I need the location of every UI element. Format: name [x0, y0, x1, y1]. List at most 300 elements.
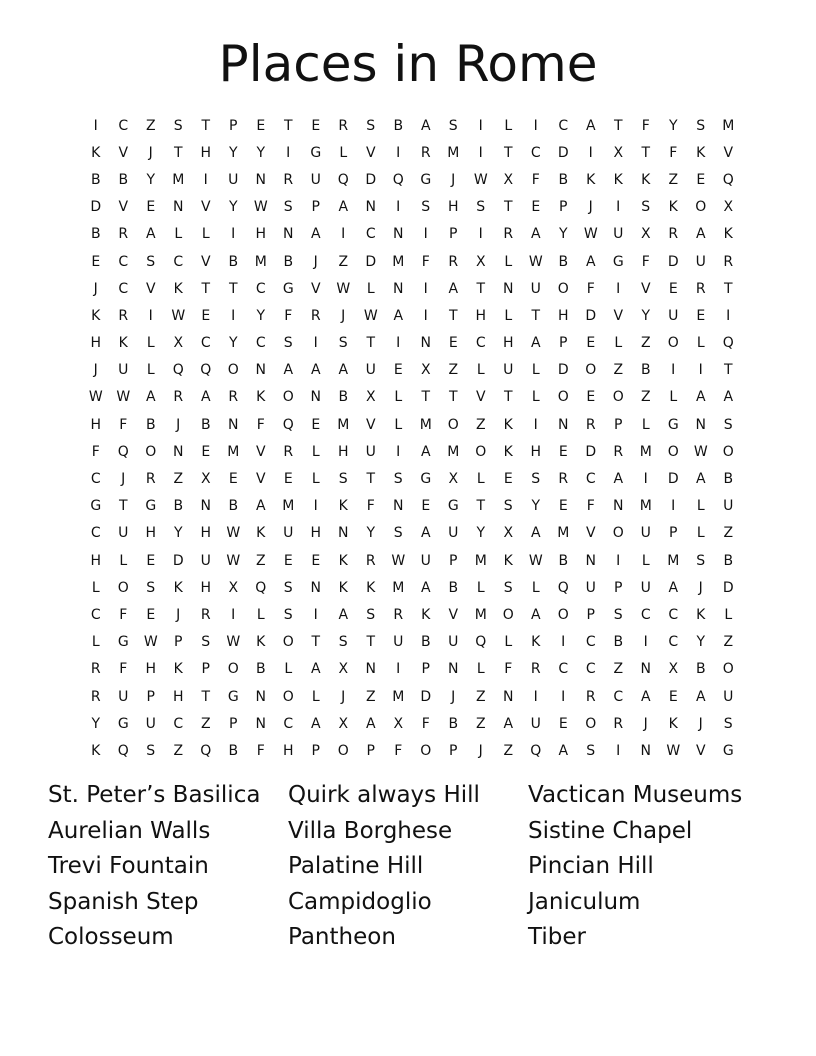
- grid-letter: K: [118, 335, 128, 352]
- grid-letter: U: [695, 253, 706, 270]
- grid-letter: R: [503, 226, 514, 243]
- grid-letter: D: [585, 307, 597, 324]
- grid-letter: G: [420, 471, 432, 488]
- grid-letter: O: [420, 742, 432, 759]
- grid-letter: W: [693, 443, 708, 460]
- grid-letter: B: [558, 552, 569, 569]
- grid-letter: T: [228, 280, 238, 297]
- grid-letter: P: [229, 117, 238, 134]
- grid-letter: Z: [255, 552, 266, 569]
- grid-letter: M: [474, 606, 487, 623]
- grid-letter: A: [255, 498, 266, 515]
- grid-letter: I: [423, 226, 428, 243]
- grid-letter: R: [420, 144, 431, 161]
- grid-letter: Z: [475, 715, 486, 732]
- grid-letter: V: [200, 253, 211, 270]
- grid-letter: T: [723, 362, 733, 379]
- grid-letter: N: [200, 498, 211, 515]
- grid-letter: U: [228, 171, 239, 188]
- grid-letter: A: [723, 389, 734, 406]
- grid-letter: O: [337, 742, 349, 759]
- grid-letter: I: [533, 416, 538, 433]
- grid-letter: K: [338, 579, 348, 596]
- grid-letter: U: [365, 362, 376, 379]
- grid-letter: L: [146, 335, 155, 352]
- grid-letter: J: [341, 307, 346, 324]
- grid-letter: B: [145, 416, 156, 433]
- grid-letter: Y: [641, 307, 651, 324]
- grid-letter: O: [557, 606, 569, 623]
- grid-letter: Q: [475, 634, 487, 651]
- grid-letter: M: [392, 688, 405, 705]
- grid-letter: N: [255, 688, 266, 705]
- grid-letter: C: [668, 606, 679, 623]
- word-list-item: Colosseum: [48, 924, 174, 950]
- grid-letter: W: [583, 226, 598, 243]
- grid-letter: C: [173, 715, 184, 732]
- grid-letter: I: [671, 362, 676, 379]
- grid-letter: V: [118, 144, 129, 161]
- grid-letter: A: [310, 362, 321, 379]
- grid-letter: E: [421, 498, 431, 515]
- grid-letter: T: [421, 389, 431, 406]
- grid-letter: Q: [530, 742, 542, 759]
- grid-letter: A: [668, 579, 679, 596]
- grid-letter: S: [173, 117, 183, 134]
- grid-letter: U: [118, 362, 129, 379]
- grid-letter: Y: [558, 226, 568, 243]
- grid-letter: M: [474, 552, 487, 569]
- grid-row: [82, 194, 742, 221]
- grid-letter: U: [448, 634, 459, 651]
- grid-letter: H: [447, 199, 459, 216]
- grid-letter: I: [616, 280, 621, 297]
- grid-letter: L: [119, 552, 128, 569]
- grid-letter: R: [283, 443, 294, 460]
- grid-letter: J: [643, 715, 648, 732]
- grid-letter: X: [200, 471, 211, 488]
- grid-letter: G: [117, 715, 129, 732]
- grid-letter: R: [365, 552, 376, 569]
- grid-letter: X: [503, 171, 514, 188]
- grid-letter: W: [226, 634, 241, 651]
- grid-letter: J: [451, 171, 456, 188]
- grid-letter: D: [667, 471, 679, 488]
- grid-letter: Z: [613, 362, 624, 379]
- grid-letter: T: [503, 389, 513, 406]
- grid-letter: F: [421, 253, 430, 270]
- grid-letter: I: [478, 117, 483, 134]
- grid-letter: Q: [117, 742, 129, 759]
- grid-letter: O: [282, 389, 294, 406]
- grid-letter: V: [255, 443, 266, 460]
- grid-letter: S: [338, 471, 348, 488]
- grid-letter: U: [283, 525, 294, 542]
- grid-letter: O: [557, 280, 569, 297]
- grid-letter: S: [146, 253, 156, 270]
- grid-letter: L: [476, 362, 485, 379]
- grid-letter: H: [172, 688, 184, 705]
- grid-letter: R: [393, 606, 404, 623]
- grid-letter: R: [338, 117, 349, 134]
- grid-row: [82, 710, 742, 737]
- grid-letter: I: [616, 552, 621, 569]
- grid-letter: E: [201, 443, 211, 460]
- grid-letter: F: [119, 661, 128, 678]
- grid-letter: A: [695, 389, 706, 406]
- grid-letter: G: [90, 498, 102, 515]
- grid-letter: C: [365, 226, 376, 243]
- grid-letter: F: [119, 606, 128, 623]
- grid-letter: I: [616, 199, 621, 216]
- grid-letter: L: [174, 226, 183, 243]
- grid-letter: Y: [228, 335, 238, 352]
- grid-letter: H: [310, 525, 322, 542]
- grid-letter: Q: [255, 579, 267, 596]
- grid-letter: U: [310, 171, 321, 188]
- grid-letter: F: [641, 253, 650, 270]
- grid-letter: P: [146, 688, 155, 705]
- grid-letter: K: [91, 307, 101, 324]
- grid-letter: M: [392, 253, 405, 270]
- grid-letter: G: [667, 416, 679, 433]
- grid-letter: Z: [668, 171, 679, 188]
- grid-letter: Q: [392, 171, 404, 188]
- grid-letter: O: [117, 579, 129, 596]
- grid-letter: N: [255, 715, 266, 732]
- grid-letter: W: [336, 280, 351, 297]
- grid-letter: A: [338, 362, 349, 379]
- grid-letter: B: [448, 715, 459, 732]
- grid-letter: Y: [256, 144, 266, 161]
- grid-letter: N: [420, 335, 431, 352]
- grid-letter: F: [421, 715, 430, 732]
- grid-letter: U: [420, 552, 431, 569]
- grid-letter: N: [310, 389, 321, 406]
- grid-letter: E: [228, 471, 238, 488]
- grid-letter: Z: [503, 742, 514, 759]
- grid-letter: I: [561, 688, 566, 705]
- grid-letter: C: [118, 253, 129, 270]
- grid-row: [82, 547, 742, 574]
- grid-letter: V: [200, 199, 211, 216]
- grid-letter: L: [476, 661, 485, 678]
- grid-letter: Z: [448, 362, 459, 379]
- word-list-item: Aurelian Walls: [48, 817, 211, 844]
- grid-letter: E: [146, 606, 156, 623]
- grid-letter: O: [722, 443, 734, 460]
- grid-letter: B: [695, 661, 706, 678]
- grid-letter: M: [282, 498, 295, 515]
- grid-letter: S: [146, 742, 156, 759]
- grid-letter: M: [447, 144, 460, 161]
- grid-letter: A: [200, 389, 211, 406]
- grid-row: [82, 330, 742, 357]
- grid-row: [82, 411, 742, 438]
- grid-letter: S: [421, 199, 431, 216]
- grid-letter: F: [119, 416, 128, 433]
- grid-letter: P: [421, 661, 430, 678]
- grid-letter: O: [502, 606, 514, 623]
- grid-letter: F: [284, 307, 293, 324]
- grid-letter: K: [338, 552, 348, 569]
- grid-letter: I: [203, 171, 208, 188]
- grid-letter: S: [366, 606, 376, 623]
- grid-letter: Z: [200, 715, 211, 732]
- grid-letter: U: [118, 688, 129, 705]
- grid-letter: N: [365, 661, 376, 678]
- grid-letter: P: [669, 525, 678, 542]
- grid-letter: L: [311, 471, 320, 488]
- grid-letter: A: [503, 715, 514, 732]
- grid-letter: W: [226, 525, 241, 542]
- grid-letter: S: [613, 606, 623, 623]
- grid-letter: H: [90, 416, 102, 433]
- grid-letter: O: [447, 416, 459, 433]
- grid-letter: F: [641, 117, 650, 134]
- grid-letter: J: [121, 471, 126, 488]
- grid-letter: X: [475, 253, 486, 270]
- grid-letter: H: [200, 525, 212, 542]
- grid-letter: J: [313, 253, 318, 270]
- grid-letter: T: [476, 498, 486, 515]
- grid-letter: G: [310, 144, 322, 161]
- grid-letter: D: [557, 362, 569, 379]
- word-list: [48, 778, 768, 956]
- grid-letter: B: [283, 253, 294, 270]
- grid-letter: T: [201, 688, 211, 705]
- grid-letter: I: [726, 307, 731, 324]
- grid-letter: S: [476, 199, 486, 216]
- grid-letter: Y: [173, 525, 183, 542]
- grid-letter: A: [695, 471, 706, 488]
- grid-letter: N: [173, 443, 184, 460]
- grid-letter: I: [561, 634, 566, 651]
- grid-letter: B: [640, 362, 651, 379]
- grid-letter: D: [722, 579, 734, 596]
- grid-letter: Y: [228, 199, 238, 216]
- grid-letter: T: [311, 634, 321, 651]
- grid-letter: N: [283, 226, 294, 243]
- grid-letter: O: [612, 525, 624, 542]
- grid-letter: W: [116, 389, 131, 406]
- grid-letter: C: [640, 606, 651, 623]
- grid-letter: K: [696, 606, 706, 623]
- grid-letter: R: [530, 661, 541, 678]
- grid-letter: O: [227, 661, 239, 678]
- grid-letter: J: [176, 416, 181, 433]
- grid-letter: L: [201, 226, 210, 243]
- grid-letter: U: [365, 443, 376, 460]
- grid-letter: Y: [366, 525, 376, 542]
- grid-letter: F: [531, 171, 540, 188]
- grid-letter: C: [255, 335, 266, 352]
- grid-letter: X: [640, 226, 651, 243]
- grid-letter: L: [311, 443, 320, 460]
- grid-letter: D: [585, 443, 597, 460]
- grid-letter: O: [557, 389, 569, 406]
- grid-letter: K: [531, 634, 541, 651]
- grid-letter: B: [173, 498, 184, 515]
- grid-letter: L: [91, 579, 100, 596]
- grid-letter: Q: [200, 362, 212, 379]
- grid-letter: K: [723, 226, 733, 243]
- grid-row: [82, 248, 742, 275]
- grid-row: [82, 221, 742, 248]
- grid-letter: E: [311, 416, 321, 433]
- grid-letter: R: [200, 606, 211, 623]
- grid-letter: E: [311, 117, 321, 134]
- grid-letter: M: [254, 253, 267, 270]
- grid-letter: L: [504, 253, 513, 270]
- grid-letter: R: [613, 715, 624, 732]
- grid-letter: U: [503, 362, 514, 379]
- grid-letter: I: [533, 688, 538, 705]
- grid-letter: W: [363, 307, 378, 324]
- grid-letter: S: [338, 335, 348, 352]
- grid-letter: N: [310, 579, 321, 596]
- grid-letter: A: [448, 280, 459, 297]
- grid-letter: N: [393, 280, 404, 297]
- grid-letter: N: [365, 199, 376, 216]
- grid-letter: V: [613, 307, 624, 324]
- grid-letter: A: [283, 362, 294, 379]
- grid-letter: G: [227, 688, 239, 705]
- grid-letter: I: [423, 280, 428, 297]
- grid-letter: R: [723, 253, 734, 270]
- grid-letter: Z: [475, 688, 486, 705]
- grid-letter: R: [90, 688, 101, 705]
- grid-letter: Y: [256, 307, 266, 324]
- grid-letter: C: [90, 471, 101, 488]
- grid-letter: B: [228, 742, 239, 759]
- grid-letter: T: [366, 634, 376, 651]
- grid-letter: L: [366, 280, 375, 297]
- grid-letter: O: [282, 688, 294, 705]
- grid-letter: X: [723, 199, 734, 216]
- grid-letter: H: [200, 144, 212, 161]
- grid-letter: X: [173, 335, 184, 352]
- grid-letter: O: [475, 443, 487, 460]
- grid-letter: R: [228, 389, 239, 406]
- grid-letter: E: [283, 471, 293, 488]
- grid-letter: K: [503, 443, 513, 460]
- grid-letter: J: [341, 688, 346, 705]
- grid-letter: G: [447, 498, 459, 515]
- grid-letter: J: [176, 606, 181, 623]
- grid-letter: K: [256, 525, 266, 542]
- grid-row: [82, 574, 742, 601]
- grid-letter: Y: [228, 144, 238, 161]
- grid-row: [82, 275, 742, 302]
- grid-letter: R: [118, 307, 129, 324]
- grid-letter: T: [448, 389, 458, 406]
- grid-letter: R: [585, 416, 596, 433]
- grid-letter: K: [91, 742, 101, 759]
- grid-letter: B: [448, 579, 459, 596]
- grid-letter: S: [531, 471, 541, 488]
- grid-letter: O: [585, 715, 597, 732]
- grid-letter: O: [722, 661, 734, 678]
- grid-letter: M: [447, 443, 460, 460]
- grid-row: [82, 139, 742, 166]
- grid-letter: A: [310, 715, 321, 732]
- grid-letter: U: [118, 525, 129, 542]
- grid-letter: K: [173, 661, 183, 678]
- grid-letter: N: [503, 280, 514, 297]
- grid-letter: Z: [338, 253, 349, 270]
- grid-letter: K: [173, 579, 183, 596]
- grid-letter: W: [143, 634, 158, 651]
- grid-letter: A: [420, 117, 431, 134]
- grid-letter: B: [255, 661, 266, 678]
- grid-letter: A: [585, 117, 596, 134]
- grid-row: [82, 465, 742, 492]
- grid-letter: J: [93, 362, 98, 379]
- grid-letter: G: [420, 171, 432, 188]
- grid-letter: R: [558, 471, 569, 488]
- grid-letter: Q: [282, 416, 294, 433]
- grid-letter: P: [311, 742, 320, 759]
- grid-letter: C: [585, 471, 596, 488]
- grid-letter: P: [449, 552, 458, 569]
- grid-letter: I: [286, 144, 291, 161]
- grid-letter: S: [283, 606, 293, 623]
- grid-letter: I: [396, 661, 401, 678]
- grid-letter: Q: [117, 443, 129, 460]
- grid-letter: C: [118, 280, 129, 297]
- grid-letter: N: [393, 226, 404, 243]
- grid-letter: C: [558, 117, 569, 134]
- grid-letter: V: [723, 144, 734, 161]
- grid-letter: T: [283, 117, 293, 134]
- grid-letter: L: [146, 362, 155, 379]
- grid-letter: I: [396, 199, 401, 216]
- grid-letter: T: [201, 117, 211, 134]
- grid-letter: A: [640, 688, 651, 705]
- grid-row: [82, 438, 742, 465]
- grid-letter: M: [557, 525, 570, 542]
- grid-letter: U: [393, 634, 404, 651]
- grid-letter: P: [449, 226, 458, 243]
- grid-letter: B: [90, 171, 101, 188]
- grid-letter: L: [394, 416, 403, 433]
- grid-letter: E: [201, 307, 211, 324]
- grid-letter: V: [695, 742, 706, 759]
- grid-letter: M: [392, 579, 405, 596]
- grid-letter: Q: [722, 171, 734, 188]
- grid-letter: L: [284, 661, 293, 678]
- grid-letter: M: [639, 443, 652, 460]
- grid-letter: Q: [337, 171, 349, 188]
- grid-letter: W: [171, 307, 186, 324]
- grid-letter: E: [146, 552, 156, 569]
- grid-letter: R: [310, 307, 321, 324]
- grid-letter: X: [448, 471, 459, 488]
- grid-letter: B: [723, 471, 734, 488]
- grid-letter: G: [722, 742, 734, 759]
- grid-letter: K: [613, 171, 623, 188]
- grid-letter: P: [559, 335, 568, 352]
- grid-letter: F: [504, 661, 513, 678]
- grid-letter: E: [558, 443, 568, 460]
- grid-letter: J: [698, 715, 703, 732]
- grid-letter: L: [696, 498, 705, 515]
- grid-letter: T: [366, 335, 376, 352]
- grid-letter: I: [588, 144, 593, 161]
- grid-letter: S: [448, 117, 458, 134]
- grid-letter: K: [503, 552, 513, 569]
